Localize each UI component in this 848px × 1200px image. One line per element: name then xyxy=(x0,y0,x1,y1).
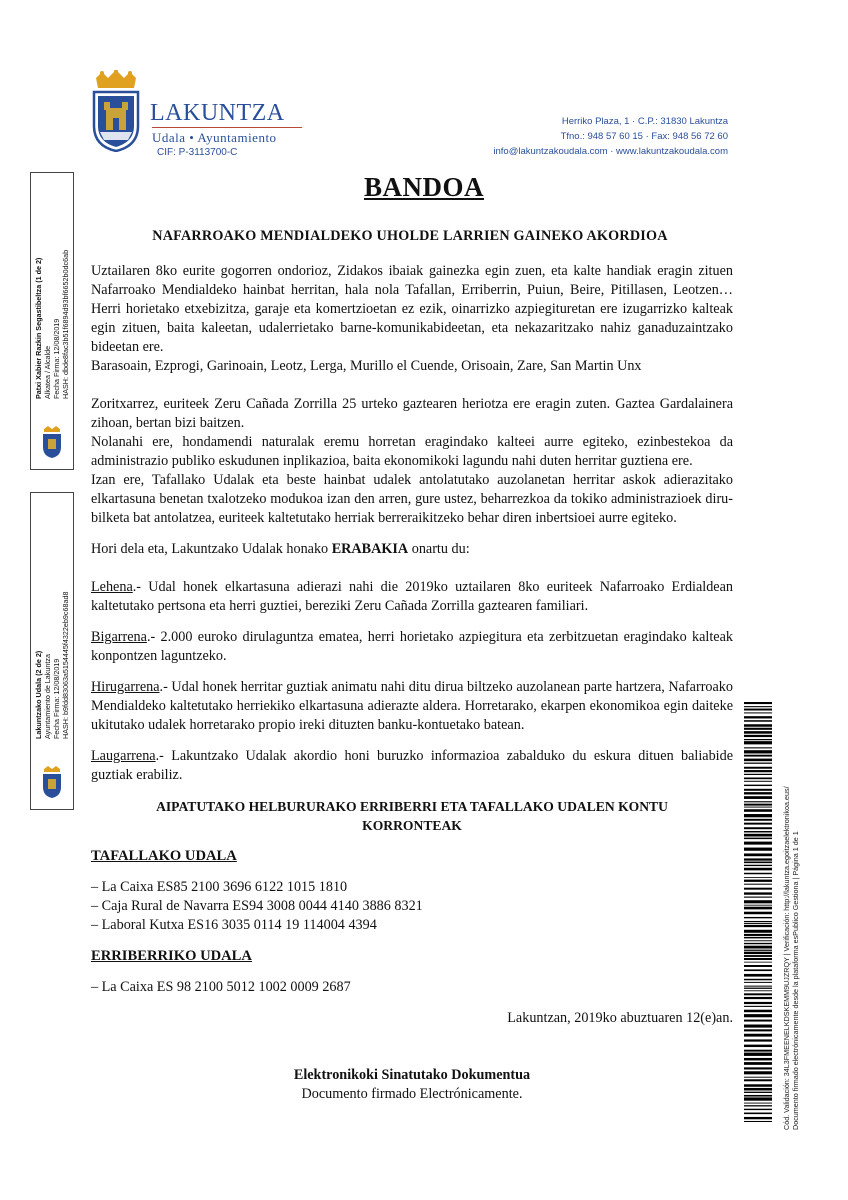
barcode-bar xyxy=(744,853,772,856)
barcode-bar xyxy=(744,923,772,924)
bank-1-line-2: – Caja Rural de Navarra ES94 3008 0044 4140 3886 8321 xyxy=(91,898,423,914)
barcode-bar xyxy=(744,921,772,922)
barcode-bar xyxy=(744,865,772,866)
decision-pre: Hori dela eta, Lakuntzako Udalak honako xyxy=(91,541,332,557)
barcode-bar xyxy=(744,1010,772,1013)
barcode-bar xyxy=(744,979,772,981)
bank-1-line-3: – Laboral Kutxa ES16 3035 0114 19 114004 4394 xyxy=(91,917,377,933)
signature-box-2 xyxy=(30,492,74,810)
barcode-bar xyxy=(744,1117,772,1119)
paragraph-4: Izan ere, Tafallako Udalak eta beste hainbat udalek antolatutako auzolanetan herritar askok adierazitako elkartasuna benetan txalotzeko modukoa izan den arren, gure ustez, beharrezkoa da tokiko administrazioek diru-bilketa bat antolatzea, euriteek kaltetutako herriak berreraikitzeko behar diren inbertsioei aurre egiteko. xyxy=(91,472,733,526)
barcode-bar xyxy=(744,1002,772,1004)
contact-address: Herriko Plaza, 1 · C.P.: 31830 Lakuntza xyxy=(561,116,728,127)
barcode-bar xyxy=(744,1109,772,1110)
item-3-label: Hirugarrena xyxy=(91,679,160,695)
barcode-bar xyxy=(744,1029,772,1031)
barcode-bar xyxy=(744,731,772,734)
barcode-bar xyxy=(744,789,772,791)
barcode-bar xyxy=(744,877,772,878)
barcode-bar xyxy=(744,1058,772,1061)
barcode-bar xyxy=(744,993,772,995)
barcode-bar xyxy=(744,1020,772,1022)
signature-1-seal-icon xyxy=(41,425,63,459)
barcode-bar xyxy=(744,950,772,951)
item-4 xyxy=(91,747,733,785)
accounts-title: AIPATUTAKO HELBURURAKO ERRIBERRI ETA TAFALLAKO UDALEN KONTU KORRONTEAK xyxy=(156,799,668,833)
document-title: BANDOA xyxy=(363,172,484,202)
barcode-bar xyxy=(744,1045,772,1047)
barcode-bar xyxy=(744,997,772,999)
barcode-bar xyxy=(744,819,772,821)
barcode-bar xyxy=(744,965,772,967)
item-1-text: .- Udal honek elkartasuna adierazi nahi die 2019ko uztailaren 8ko euriteek Nafarroako Erdialdean kaltetutako pertsona eta herri guztiei, bereziki Zeru Cañada Zorrilla gaztearen familiari. xyxy=(91,579,733,614)
paragraph-1-towns: Barasoain, Ezprogi, Garinoain, Leotz, Lerga, Murillo el Cuende, Orisoain, Zare, San Martin Unx xyxy=(91,358,642,374)
barcode-bar xyxy=(744,900,772,903)
barcode-bar xyxy=(744,1092,772,1093)
barcode-bar xyxy=(744,897,772,898)
document-date: Lakuntzan, 2019ko abuztuaren 12(e)an. xyxy=(507,1010,733,1026)
barcode-bar xyxy=(744,880,772,882)
barcode-bar xyxy=(744,982,772,983)
bank-1-line-1: – La Caixa ES85 2100 3696 6122 1015 1810 xyxy=(91,879,348,895)
barcode-bar xyxy=(744,741,772,744)
barcode-bar xyxy=(744,943,772,944)
barcode-bar xyxy=(744,801,772,802)
barcode-bar xyxy=(744,814,772,817)
barcode-bar xyxy=(744,937,772,939)
barcode-bar xyxy=(744,974,772,977)
barcode-bar xyxy=(744,1097,772,1100)
item-4-label: Laugarrena xyxy=(91,748,156,764)
barcode-bar xyxy=(744,759,772,762)
barcode-bar xyxy=(744,1103,772,1104)
barcode-bar xyxy=(744,1067,772,1069)
barcode-bar xyxy=(744,831,772,832)
barcode-bar xyxy=(744,720,772,722)
document-body xyxy=(91,262,733,1104)
barcode-bar xyxy=(744,774,772,775)
signature-1-hash: HASH: dbde8fac3b51f6894d93bf6652b0dc6ab xyxy=(61,249,70,399)
barcode-bar xyxy=(744,940,772,941)
barcode-bar xyxy=(744,1053,772,1056)
signature-2-seal-icon xyxy=(41,765,63,799)
decision-line xyxy=(91,540,733,559)
verification-line-2: Documento firmado electrónicamente desde la plataforma esPublico Gestiona | Página 1 de 1 xyxy=(791,831,800,1130)
barcode-bar xyxy=(744,1088,772,1091)
barcode-bar xyxy=(744,804,772,806)
signature-2-role: Ayuntamiento de Lakuntza xyxy=(43,654,52,739)
signature-2-hash: HASH: b9fdd83063a5154445f4322eb9c68ad8 xyxy=(61,591,70,739)
barcode-bar xyxy=(744,792,772,794)
barcode-bar xyxy=(744,716,772,718)
barcode-bar xyxy=(744,1095,772,1097)
barcode-bar xyxy=(744,917,772,918)
barcode-bar xyxy=(744,858,772,860)
barcode-bar xyxy=(744,990,772,991)
signature-2-title: Lakuntzako Udala (2 de 2) xyxy=(34,650,43,739)
barcode-bar xyxy=(744,842,772,845)
signature-1-date: Fecha Firma: 12/08/2019 xyxy=(52,318,61,399)
barcode-bar xyxy=(744,770,772,772)
barcode-bar xyxy=(744,834,772,837)
item-1 xyxy=(91,578,733,616)
barcode-bar xyxy=(744,946,772,949)
barcode-bar xyxy=(744,1077,772,1078)
signature-1-text xyxy=(34,169,70,399)
barcode-bar xyxy=(744,962,772,963)
barcode-bar xyxy=(744,905,772,906)
item-3-text: .- Udal honek herritar guztiak animatu nahi ditu dirua biltzeko auzolanean parte hartzera, Nafarroako Mendialdeko kaltetutako herriekiko elkartasuna adierazte aldera. Horretarako, ekarpen ekonomikoa egin daiteke ukitutako udalek horretarako propio ireki dituzten banku-kontuetako batean. xyxy=(91,679,733,733)
paragraph-3: Nolanahi ere, hondamendi naturalak eremu horretan eragindako kalteei aurre egiteko, ezinbestekoa da administrazio publiko eskudunen inplikazioa, baita ekonomikoki lagundu nahi duten herritar guztiena ere. xyxy=(91,434,733,469)
decision-post: onartu du: xyxy=(408,541,470,557)
brand-cif: CIF: P-3113700-C xyxy=(157,147,238,158)
bank-2-heading: ERRIBERRIKO UDALA xyxy=(91,948,252,964)
barcode-bar xyxy=(744,767,772,769)
barcode-bar xyxy=(744,955,772,957)
bank-2-line-1: – La Caixa ES 98 2100 5012 1002 0009 2687 xyxy=(91,979,351,995)
barcode-bar xyxy=(744,969,772,971)
barcode-bar xyxy=(744,1024,772,1027)
barcode-bar xyxy=(744,777,772,779)
barcode-bar xyxy=(744,712,772,713)
barcode-bar xyxy=(744,807,772,808)
barcode-bar xyxy=(744,930,772,933)
barcode-bar xyxy=(744,934,772,936)
barcode-bar xyxy=(744,986,772,987)
barcode-bar xyxy=(744,1050,772,1052)
barcode-bar xyxy=(744,735,772,737)
signed-es: Documento firmado Electrónicamente. xyxy=(301,1086,523,1102)
barcode-bar xyxy=(744,755,772,757)
barcode-bar xyxy=(744,750,772,753)
signature-2-text xyxy=(34,509,70,739)
barcode-bar xyxy=(744,925,772,927)
barcode-bar xyxy=(744,848,772,851)
barcode-bar xyxy=(744,1006,772,1007)
barcode-bar xyxy=(744,747,772,748)
signed-eu-text: Elektronikoki Sinatutako Dokumentua xyxy=(293,1067,531,1083)
decision-keyword: ERABAKIA xyxy=(331,541,409,557)
barcode-bar xyxy=(744,888,772,890)
contact-web: info@lakuntzakoudala.com · www.lakuntzakoudala.com xyxy=(493,146,728,157)
paragraph-2: Zoritxarrez, euriteek Zeru Cañada Zorrilla 25 urteko gaztearen heriotza ere eragin zuten. Gaztea Gardalainera zihoan, bertan bizi baitzen. xyxy=(91,396,733,431)
validation-barcode xyxy=(744,702,772,1122)
barcode-bar xyxy=(744,706,772,707)
item-3 xyxy=(91,678,733,735)
signature-1-title: Patxi Xabier Razkin Segastibeltza (1 de 2) xyxy=(34,257,43,399)
barcode-bar xyxy=(744,809,772,812)
barcode-bar xyxy=(744,1105,772,1106)
barcode-bar xyxy=(744,912,772,915)
document-subtitle: NAFARROAKO MENDIALDEKO UHOLDE LARRIEN GAINEKO AKORDIOA xyxy=(152,228,668,244)
item-2 xyxy=(91,628,733,666)
barcode-bar xyxy=(744,873,772,874)
barcode-bar xyxy=(744,724,772,727)
barcode-bar xyxy=(744,796,772,799)
barcode-bar xyxy=(744,1079,772,1081)
barcode-bar xyxy=(744,1062,772,1065)
barcode-bar xyxy=(744,1014,772,1017)
barcode-bar xyxy=(744,823,772,825)
barcode-bar xyxy=(744,838,772,840)
verification-line-1: Cód. Validación: 34L3FMEENELKDSKEMM9UJZRQY | Verificación: http://lakuntza.egoitzaelektronikoa.eus/ xyxy=(782,786,791,1130)
barcode-bar xyxy=(744,702,772,704)
barcode-bar xyxy=(744,958,772,960)
barcode-bar xyxy=(744,1084,772,1087)
barcode-bar xyxy=(744,892,772,894)
barcode-bar xyxy=(744,728,772,730)
brand-subtitle: Udala • Ayuntamiento xyxy=(152,130,277,145)
barcode-bar xyxy=(744,907,772,910)
barcode-bar xyxy=(744,763,772,764)
verification-text xyxy=(782,650,800,1130)
signed-eu xyxy=(91,1066,733,1085)
barcode-bar xyxy=(744,884,772,885)
bank-1-heading: TAFALLAKO UDALA xyxy=(91,848,237,864)
signature-box-1 xyxy=(30,172,74,470)
barcode-bar xyxy=(744,952,772,954)
signature-2-date: Fecha Firma: 12/08/2019 xyxy=(52,658,61,739)
barcode-bar xyxy=(744,739,772,740)
signature-1-role: Alkatea / Alcalde xyxy=(43,345,52,399)
brand-name: LAKUNTZA xyxy=(150,100,285,126)
barcode-bar xyxy=(744,1071,772,1074)
barcode-bar xyxy=(744,827,772,829)
item-4-text: .- Lakuntzako Udalak akordio honi buruzko informazioa zabalduko du eskura dituen baliabide guztiak erabiliz. xyxy=(91,748,733,783)
brand-divider xyxy=(152,127,302,128)
municipal-coat-of-arms-logo xyxy=(90,70,142,152)
item-2-text: .- 2.000 euroko dirulaguntza ematea, herri horietako azpiegitura eta zerbitzuetan eragindako kalteak konpontzen laguntzeko. xyxy=(91,629,733,664)
barcode-bar xyxy=(744,709,772,711)
item-2-label: Bigarrena xyxy=(91,629,147,645)
barcode-bar xyxy=(744,862,772,864)
item-1-label: Lehena xyxy=(91,579,133,595)
barcode-bar xyxy=(744,785,772,786)
contact-block xyxy=(493,114,728,159)
barcode-bar xyxy=(744,868,772,871)
contact-phone: Tfno.: 948 57 60 15 · Fax: 948 56 72 60 xyxy=(560,131,728,142)
barcode-bar xyxy=(744,1039,772,1041)
barcode-bar xyxy=(744,1121,772,1122)
barcode-bar xyxy=(744,781,772,782)
barcode-bar xyxy=(744,988,772,989)
barcode-bar xyxy=(744,1113,772,1115)
barcode-bar xyxy=(744,1034,772,1037)
paragraph-1: Uztailaren 8ko eurite gogorren ondorioz, Zidakos ibaiak gainezka egin zuen, eta kalte handiak eragin zituen Nafarroako Mendialdeko hainbat herritan, hala nola Tafallan, Erriberrin, Puiun, Beire, Pitillasen, Leotzen…Herri horietako etxebizitza, garaje eta komertzioetan ez ezik, oinarrizko azpiegituretan ere izugarrizko kalteak egin zituen, baita kaleetan, udalerrietako barne-komunikabideetan, eta nekazaritzako nahiz ganaduzaintzako bideetan ere. xyxy=(91,263,733,355)
